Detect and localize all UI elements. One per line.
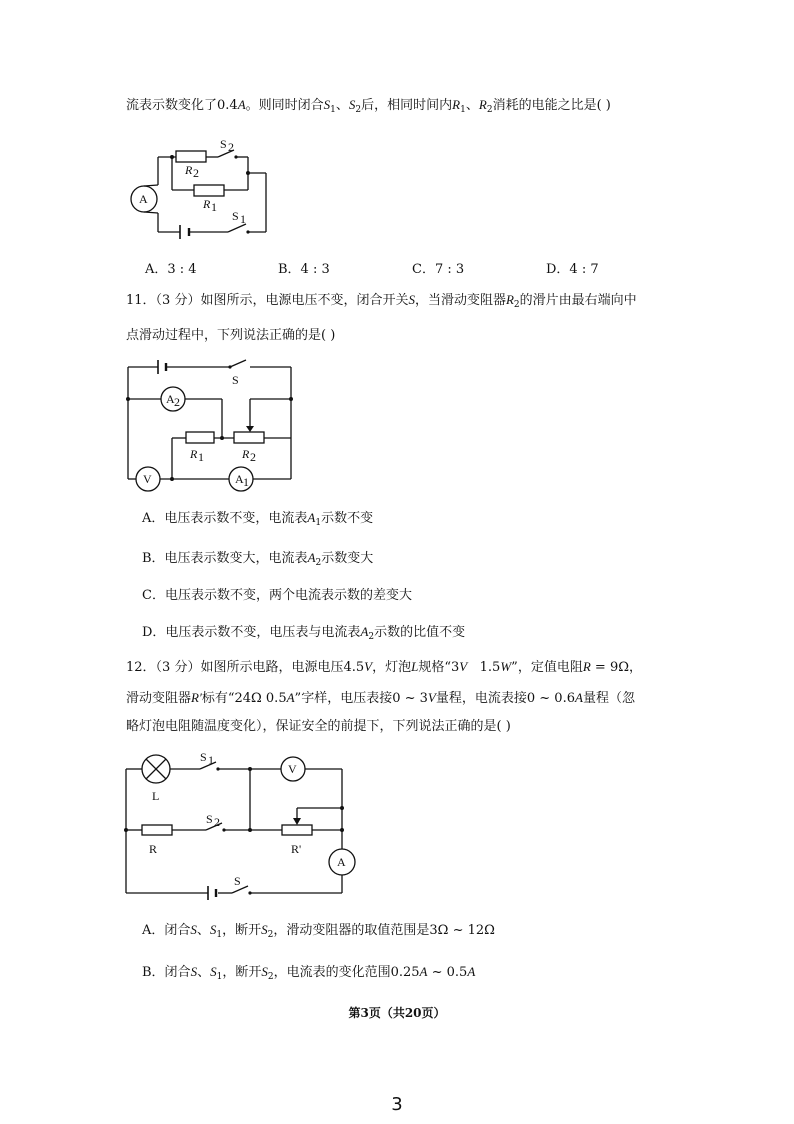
svg-text:1: 1 xyxy=(211,200,217,214)
svg-text:2: 2 xyxy=(214,815,220,829)
svg-text:A: A xyxy=(139,192,148,206)
svg-text:S: S xyxy=(234,874,241,888)
svg-text:1: 1 xyxy=(243,475,249,489)
q12-option-b[interactable]: B．闭合S、$S_1$，断开$S_2$，电流表的变化范围0.25A ~ 0.5A xyxy=(142,964,476,982)
svg-text:R: R xyxy=(190,447,198,461)
svg-text:1: 1 xyxy=(240,212,246,226)
svg-text:S: S xyxy=(206,812,213,826)
svg-text:S: S xyxy=(220,137,227,151)
q11-option-d[interactable]: D．电压表示数不变，电压表与电流表$A_2$示数的比值不变 xyxy=(142,624,466,642)
svg-text:S: S xyxy=(232,209,239,223)
svg-text:V: V xyxy=(143,472,152,486)
q11-line2: 点滑动过程中，下列说法正确的是( ) xyxy=(126,328,336,343)
svg-text:2: 2 xyxy=(228,140,234,154)
q12-lamp-icon xyxy=(142,755,170,783)
svg-text:R: R xyxy=(242,447,250,461)
svg-text:1: 1 xyxy=(208,753,214,767)
svg-text:2: 2 xyxy=(193,166,199,180)
svg-text:A: A xyxy=(235,472,244,486)
q11-option-a[interactable]: A．电压表示数不变，电流表$A_1$示数不变 xyxy=(142,510,374,528)
q12-line3: 略灯泡电阻随温度变化），保证安全的前提下，下列说法正确的是( ) xyxy=(126,719,511,734)
q12-option-a[interactable]: A．闭合S、$S_1$，断开$S_2$，滑动变阻器的取值范围是3Ω ~ 12Ω xyxy=(142,922,495,940)
svg-text:S: S xyxy=(232,373,239,387)
q11-option-b[interactable]: B．电压表示数变大，电流表$A_2$示数变大 xyxy=(142,550,374,568)
q10-option-d[interactable]: D．4 : 7 xyxy=(546,262,599,277)
svg-text:1: 1 xyxy=(198,450,204,464)
svg-text:R': R' xyxy=(291,842,302,856)
svg-text:R: R xyxy=(203,197,211,211)
page-footer: 第3页（共20页） xyxy=(348,1006,446,1020)
q10-option-b[interactable]: B．4 : 3 xyxy=(278,262,330,277)
q11-line1: 11．（3 分）如图所示，电源电压不变，闭合开关S，当滑动变阻器$R_2$的滑片由最右端向中 xyxy=(126,292,637,310)
svg-text:2: 2 xyxy=(174,395,180,409)
q10-option-c[interactable]: C．7 : 3 xyxy=(412,262,465,277)
svg-text:A: A xyxy=(166,392,175,406)
q10-option-a[interactable]: A．3 : 4 xyxy=(145,262,197,277)
svg-text:2: 2 xyxy=(250,450,256,464)
svg-text:A: A xyxy=(337,855,346,869)
q12-line2: 滑动变阻器R′标有“24Ω 0.5A”字样，电压表接0 ~ 3V量程，电流表接0 ~ 0.6A量程（忽 xyxy=(126,690,635,706)
svg-text:L: L xyxy=(152,789,160,803)
svg-text:R: R xyxy=(149,842,158,856)
page-number: 3 xyxy=(391,1094,403,1115)
svg-text:V: V xyxy=(288,762,297,776)
q10-line1: 流表示数变化了0.4A。则同时闭合$S_1$、$S_2$后，相同时间内$R_1$、$R_2$消耗的电能之比是( ) xyxy=(126,97,611,115)
svg-text:S: S xyxy=(200,750,207,764)
q12-line1: 12．（3 分）如图所示电路，电源电压4.5V，灯泡L规格“3V 1.5W”，定值电阻R = 9Ω， xyxy=(126,659,642,675)
q11-option-c[interactable]: C．电压表示数不变，两个电流表示数的差变大 xyxy=(142,588,412,603)
svg-text:R: R xyxy=(185,163,193,177)
